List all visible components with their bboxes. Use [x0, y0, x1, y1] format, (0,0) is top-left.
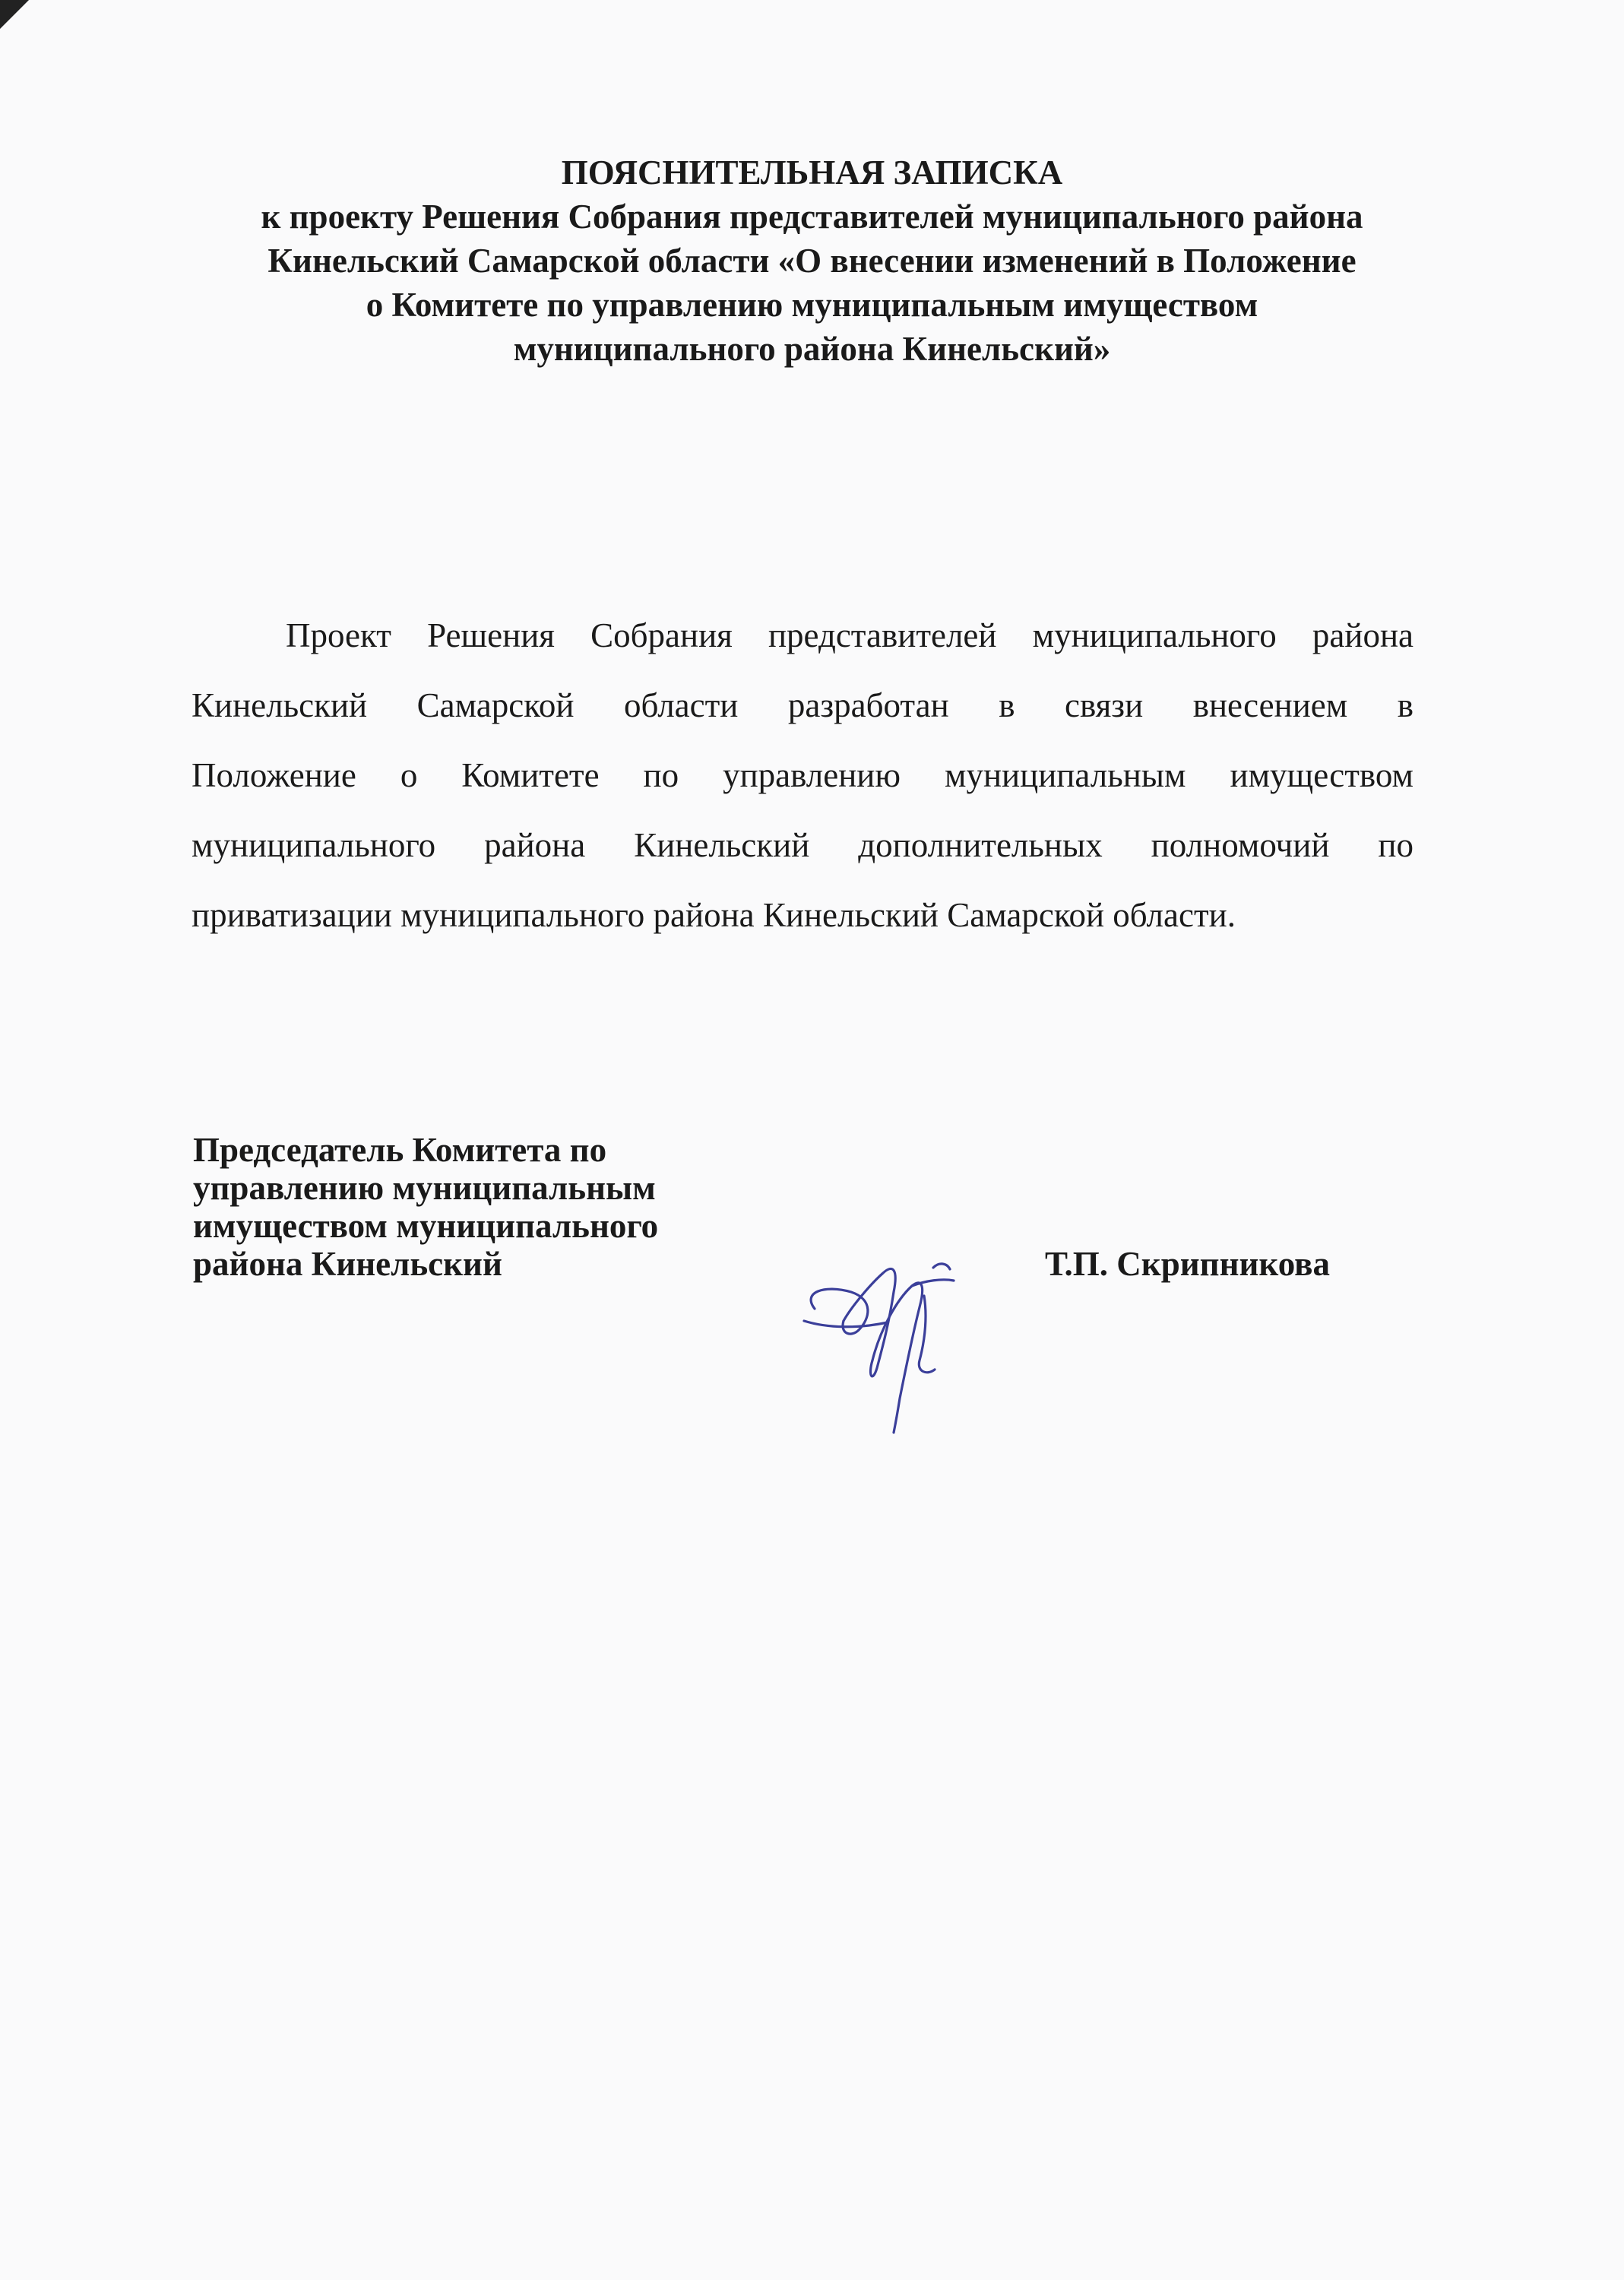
subtitle-line: к проекту Решения Собрания представителей муниципального района	[261, 198, 1363, 236]
signatory-position	[193, 1131, 658, 1283]
body-line: Положение о Комитете по управлению муниципальным имуществом	[192, 756, 1413, 794]
subtitle-line: о Комитете по управлению муниципальным имуществом	[366, 286, 1258, 324]
subtitle-line: Кинельский Самарской области «О внесении изменений в Положение	[268, 242, 1356, 280]
position-line: Председатель Комитета по	[193, 1131, 607, 1169]
body-line: муниципального района Кинельский дополнительных полномочий по	[192, 826, 1413, 864]
body-line: Проект Решения Собрания представителей муниципального района	[286, 616, 1413, 654]
position-line: имуществом муниципального	[193, 1207, 659, 1245]
body-paragraph	[192, 600, 1413, 950]
scan-corner-mark	[0, 0, 29, 29]
body-line: Кинельский Самарской области разработан в связи внесением в	[192, 686, 1413, 724]
position-line: района Кинельский	[193, 1245, 502, 1283]
subtitle-line: муниципального района Кинельский»	[513, 330, 1111, 368]
document-heading	[0, 150, 1624, 371]
signatory-name: Т.П. Скрипникова	[1045, 1245, 1330, 1283]
body-line: приватизации муниципального района Кинельский Самарской области.	[192, 896, 1236, 934]
position-line: управлению муниципальным	[193, 1169, 656, 1207]
document-title: ПОЯСНИТЕЛЬНАЯ ЗАПИСКА	[561, 154, 1063, 192]
handwritten-signature	[798, 1239, 980, 1436]
